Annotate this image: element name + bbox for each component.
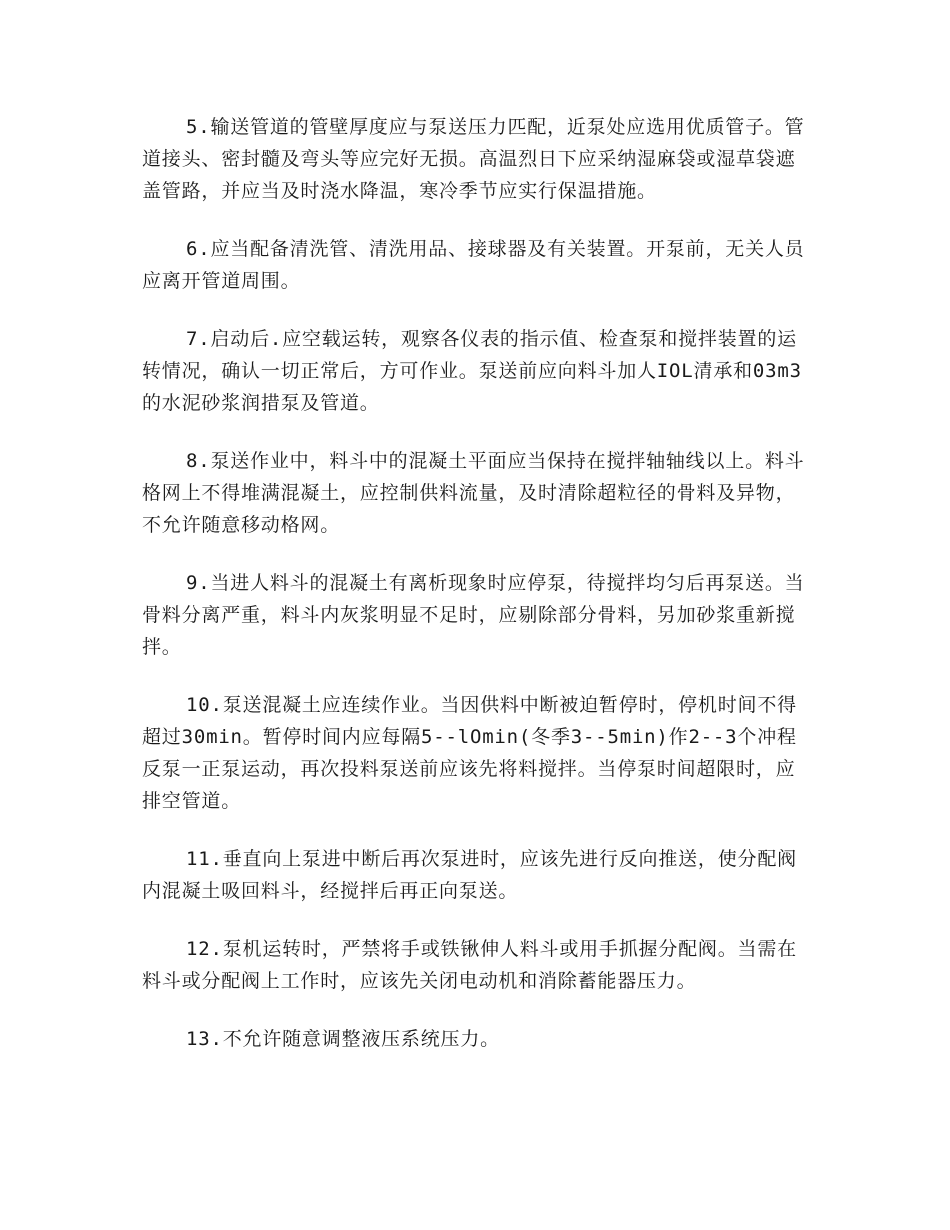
paragraph-10: 10.泵送混凝土应连续作业。当因供料中断被迫暂停时，停机时间不得超过30min。暂停时间内应每隔5--lOmin(冬季3--5min)作2--3个冲程反泵一正泵运动，再次投料泵送前应该先将料搅拌。当停泵时间超限时，应排空管道。 [142, 694, 797, 812]
paragraph-13: 13.不允许随意调整液压系统压力。 [186, 1028, 500, 1050]
paragraph-5: 5.输送管道的管壁厚度应与泵送压力匹配，近泵处应选用优质管子。管道接头、密封髓及弯头等应完好无损。高温烈日下应采纳湿麻袋或湿草袋遮盖管路，并应当及时浇水降温，寒冷季节应实行保温措施。 [142, 116, 805, 202]
document-body [142, 111, 810, 1081]
paragraph-8: 8.泵送作业中，料斗中的混凝土平面应当保持在搅拌轴轴线以上。料斗格网上不得堆满混凝土，应控制供料流量，及时清除超粒径的骨料及异物，不允许随意移动格网。 [142, 450, 805, 536]
paragraph-6: 6.应当配备清洗管、清洗用品、接球器及有关装置。开泵前，无关人员应离开管道周围。 [142, 238, 805, 292]
paragraph-9: 9.当进人料斗的混凝土有离析现象时应停泵，待搅拌均匀后再泵送。当骨料分离严重，料斗内灰浆明显不足时，应剔除部分骨料，另加砂浆重新搅拌。 [142, 572, 805, 658]
paragraph-7: 7.启动后.应空载运转，观察各仪表的指示值、检查泵和搅拌装置的运转情况，确认一切正常后，方可作业。泵送前应向料斗加人IOL清承和03m3的水泥砂浆润措泵及管道。 [142, 328, 802, 414]
paragraph-12: 12.泵机运转时，严禁将手或铁锹伸人料斗或用手抓握分配阀。当需在料斗或分配阀上工作时，应该先关闭电动机和消除蓄能器压力。 [142, 938, 797, 992]
paragraph-11: 11.垂直向上泵进中断后再次泵进时，应该先进行反向推送，使分配阀内混凝土吸回料斗，经搅拌后再正向泵送。 [142, 848, 797, 902]
